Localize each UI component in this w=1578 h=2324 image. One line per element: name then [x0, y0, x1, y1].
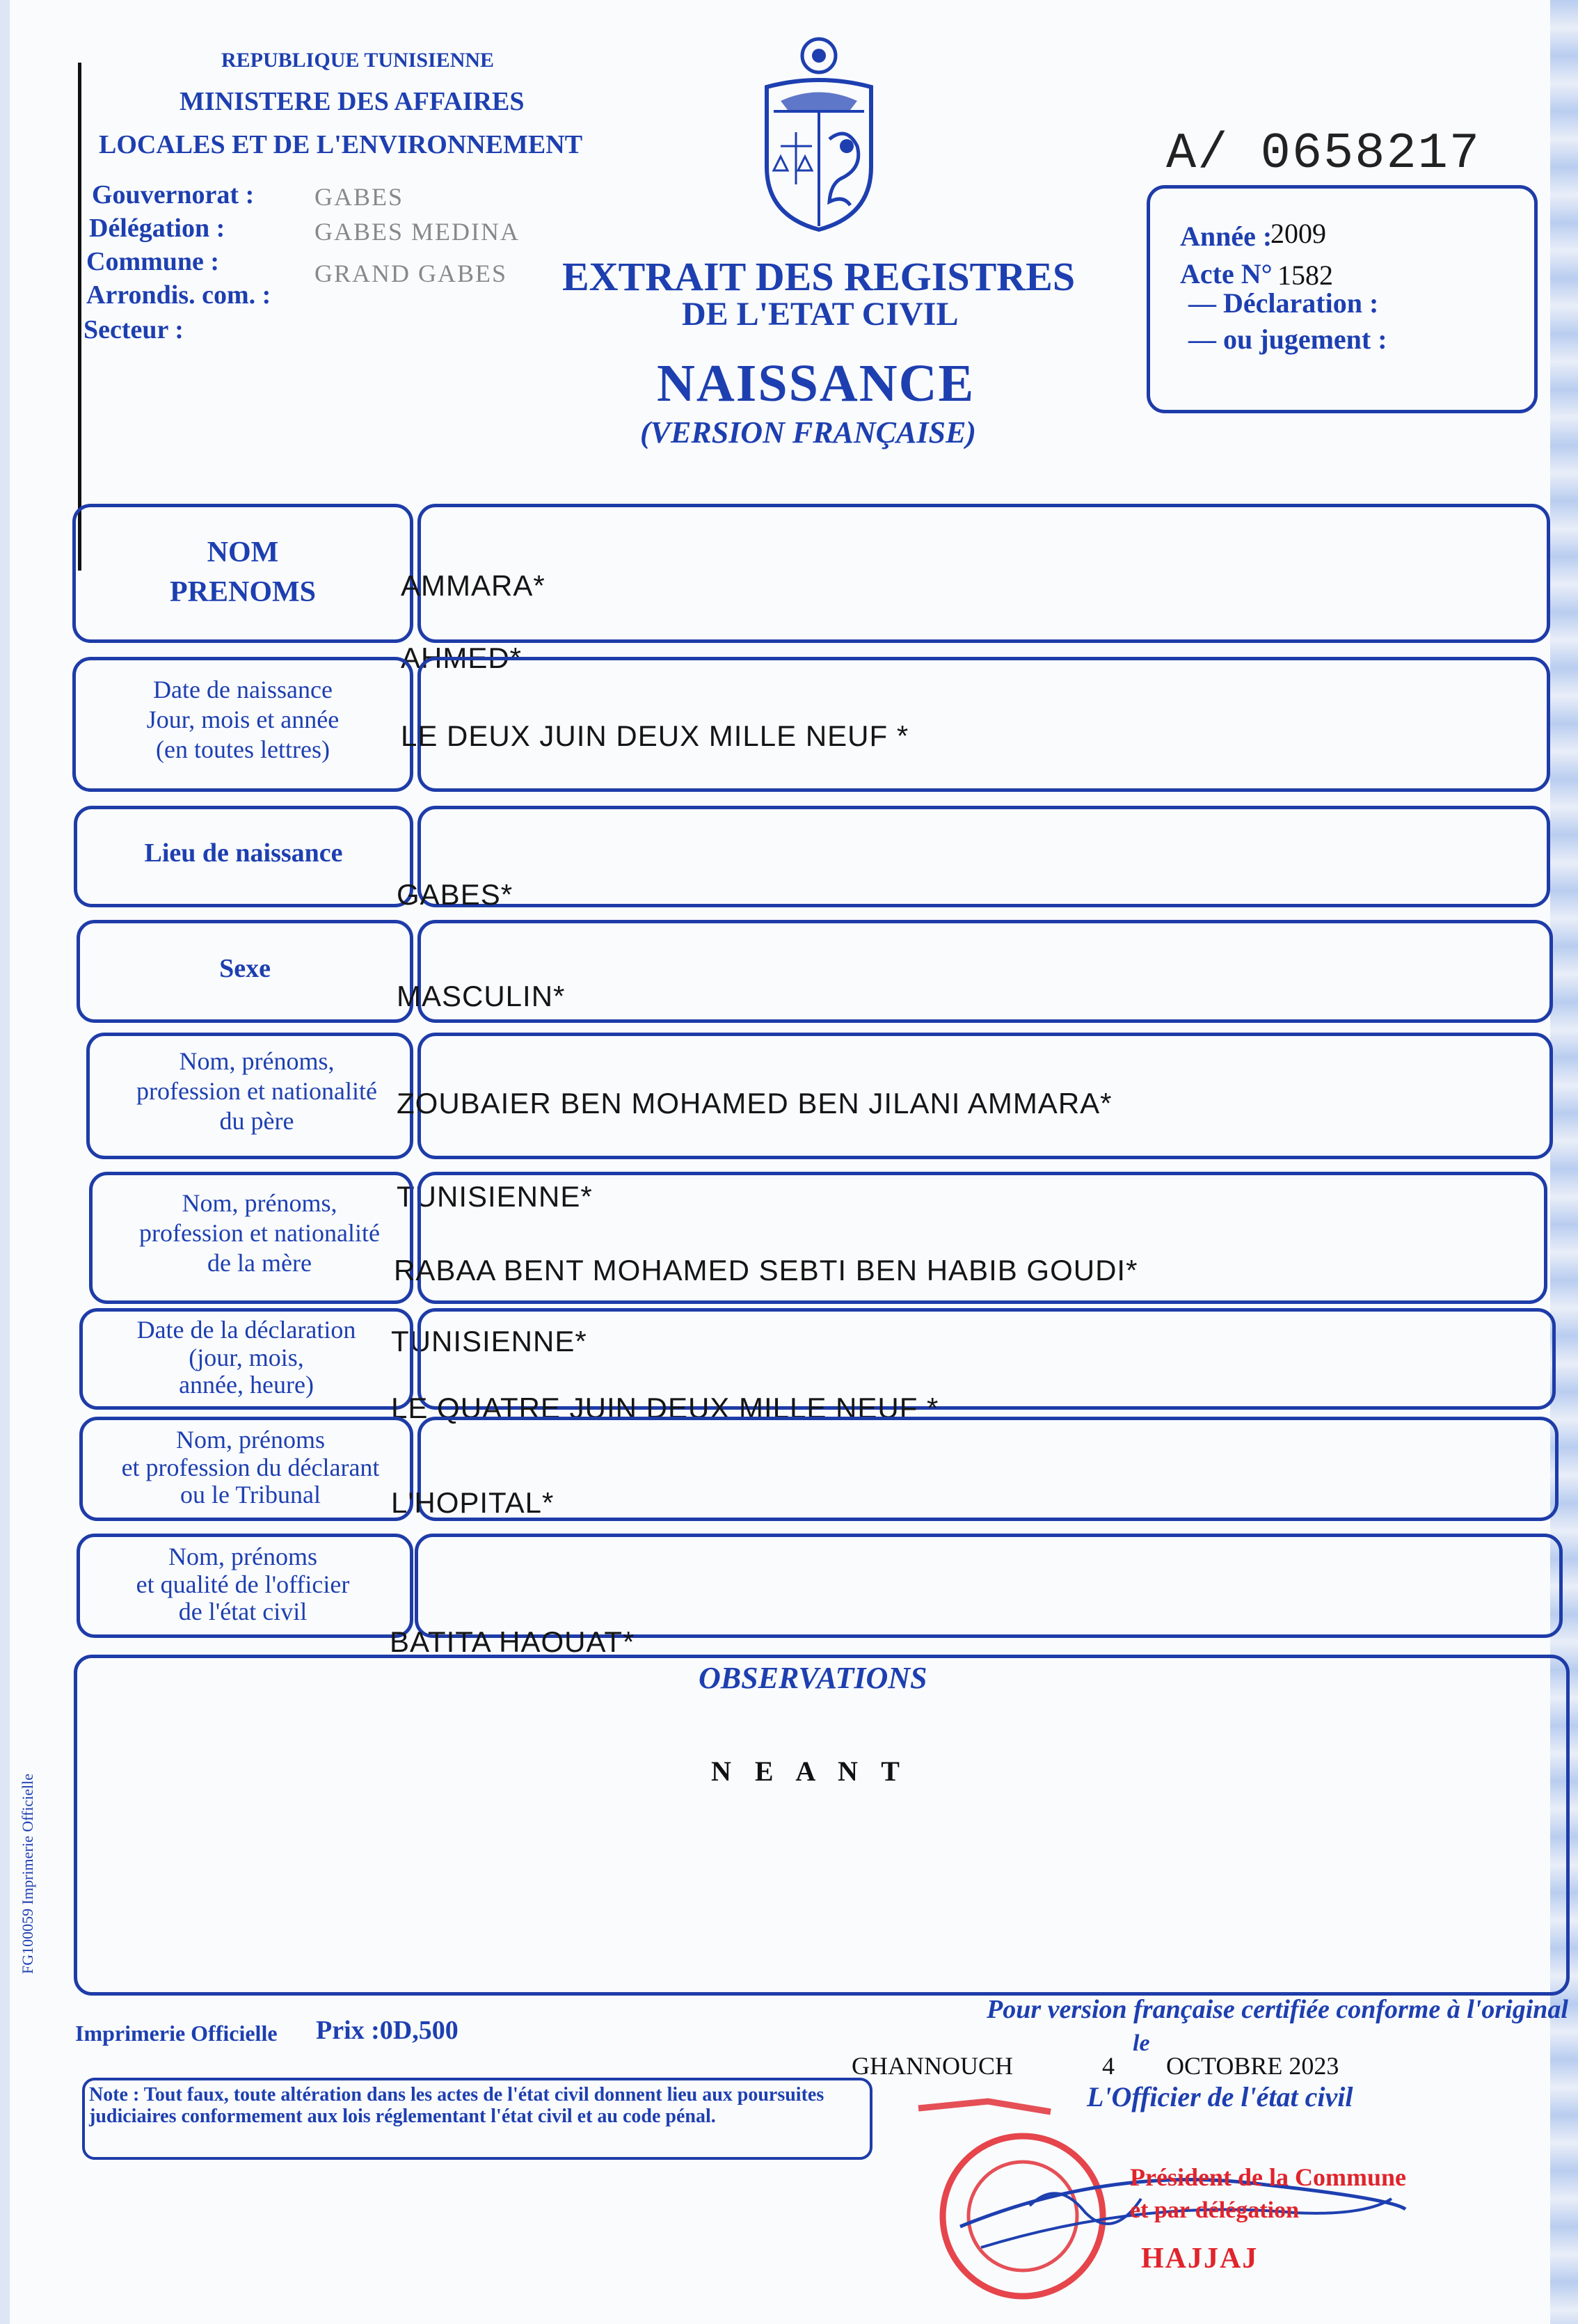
admin-label: Gouvernorat :	[92, 180, 255, 209]
admin-label: Arrondis. com. :	[86, 280, 271, 310]
stamp-line2: et par délégation	[1130, 2197, 1300, 2223]
field-label: Nom, prénoms et profession du déclarant ou le Tribunal	[121, 1426, 380, 1509]
date-day: 4	[1102, 2052, 1115, 2080]
field-label: Nom, prénoms, profession et nationalité de la mère	[139, 1189, 380, 1278]
paper-left-edge	[0, 0, 10, 2324]
field-value: L'HOPITAL*	[391, 1486, 555, 1519]
officer-title: L'Officier de l'état civil	[1087, 2081, 1353, 2112]
row-value-box	[415, 1534, 1563, 1638]
jugement-label: — ou jugement :	[1188, 324, 1387, 355]
row-value-box	[417, 806, 1550, 907]
observations-title: OBSERVATIONS	[699, 1661, 927, 1695]
field-label: Nom, prénoms et qualité de l'officier de l'état civil	[136, 1543, 350, 1626]
observations-text: N E A N T	[711, 1756, 908, 1787]
field-value: TUNISIENNE*	[391, 1325, 587, 1358]
field-label: Lieu de naissance	[144, 838, 343, 868]
margin-line	[78, 63, 81, 571]
declaration-label: — Déclaration :	[1188, 287, 1379, 319]
title-line1: EXTRAIT DES REGISTRES	[562, 254, 1076, 299]
field-label: NOM PRENOMS	[170, 536, 316, 608]
field-value: GABES*	[397, 878, 513, 911]
admin-value: GABES	[314, 183, 404, 211]
row-value-box	[417, 920, 1553, 1023]
place-text: GHANNOUCH	[852, 2052, 1013, 2080]
stamp-line1: Président de la Commune	[1130, 2163, 1406, 2191]
price-label: Prix :0D,500	[316, 2016, 459, 2045]
certification-text: Pour version française certifiée conforme à l'original	[987, 1995, 1568, 2024]
field-value: RABAA BENT MOHAMED SEBTI BEN HABIB GOUDI*	[394, 1254, 1138, 1287]
field-label: Sexe	[219, 954, 271, 983]
field-value: TUNISIENNE*	[397, 1180, 593, 1213]
field-label: Nom, prénoms, profession et nationalité du père	[136, 1047, 377, 1136]
document-type: NAISSANCE	[657, 354, 975, 413]
admin-label: Commune :	[86, 247, 220, 276]
field-label: Date de naissance Jour, mois et année (en toutes lettres)	[146, 676, 340, 764]
field-value: LE QUATRE JUIN DEUX MILLE NEUF *	[391, 1392, 939, 1424]
republic-heading: REPUBLIQUE TUNISIENNE	[221, 49, 495, 72]
field-value: ZOUBAIER BEN MOHAMED BEN JILANI AMMARA*	[397, 1087, 1113, 1120]
coat-of-arms-emblem	[753, 35, 885, 237]
row-value-box	[417, 504, 1550, 643]
annee-value: 2009	[1270, 218, 1326, 249]
le-label: le	[1133, 2030, 1150, 2056]
ministry-line2: LOCALES ET DE L'ENVIRONNEMENT	[99, 130, 583, 159]
ministry-line1: MINISTERE DES AFFAIRES	[180, 87, 525, 116]
field-label: Date de la déclaration (jour, mois, année, heure)	[136, 1316, 356, 1399]
date-month-year: OCTOBRE 2023	[1166, 2052, 1339, 2080]
note-text: Note : Tout faux, toute altération dans les actes de l'état civil donnent lieu aux poursuites judiciaires conformement aux lois réglementant l'état civil et au code pénal.	[89, 2084, 824, 2127]
admin-label: Secteur :	[83, 315, 184, 344]
stamp-name: HAJJAJ	[1141, 2243, 1259, 2275]
acte-label: Acte N°	[1180, 258, 1273, 289]
admin-value: GABES MEDINA	[314, 218, 520, 246]
acte-value: 1582	[1277, 260, 1333, 291]
printer-label: Imprimerie Officielle	[75, 2021, 278, 2046]
field-value: AHMED*	[401, 642, 523, 674]
title-line2: DE L'ETAT CIVIL	[682, 296, 959, 333]
admin-label: Délégation :	[89, 214, 225, 243]
field-value: LE DEUX JUIN DEUX MILLE NEUF *	[401, 719, 909, 752]
row-value-box	[417, 1417, 1559, 1521]
admin-value: GRAND GABES	[314, 260, 508, 287]
field-value: MASCULIN*	[397, 980, 566, 1012]
field-value: BATITA HAOUAT*	[390, 1625, 635, 1658]
annee-label: Année :	[1180, 221, 1273, 252]
side-print-code: FG100059 Imprimerie Officielle	[19, 1774, 36, 1974]
version-label: (VERSION FRANÇAISE)	[640, 415, 976, 449]
field-value: AMMARA*	[401, 569, 545, 602]
observations-box	[74, 1655, 1570, 1996]
serial-number: A/ 0658217	[1166, 125, 1481, 182]
